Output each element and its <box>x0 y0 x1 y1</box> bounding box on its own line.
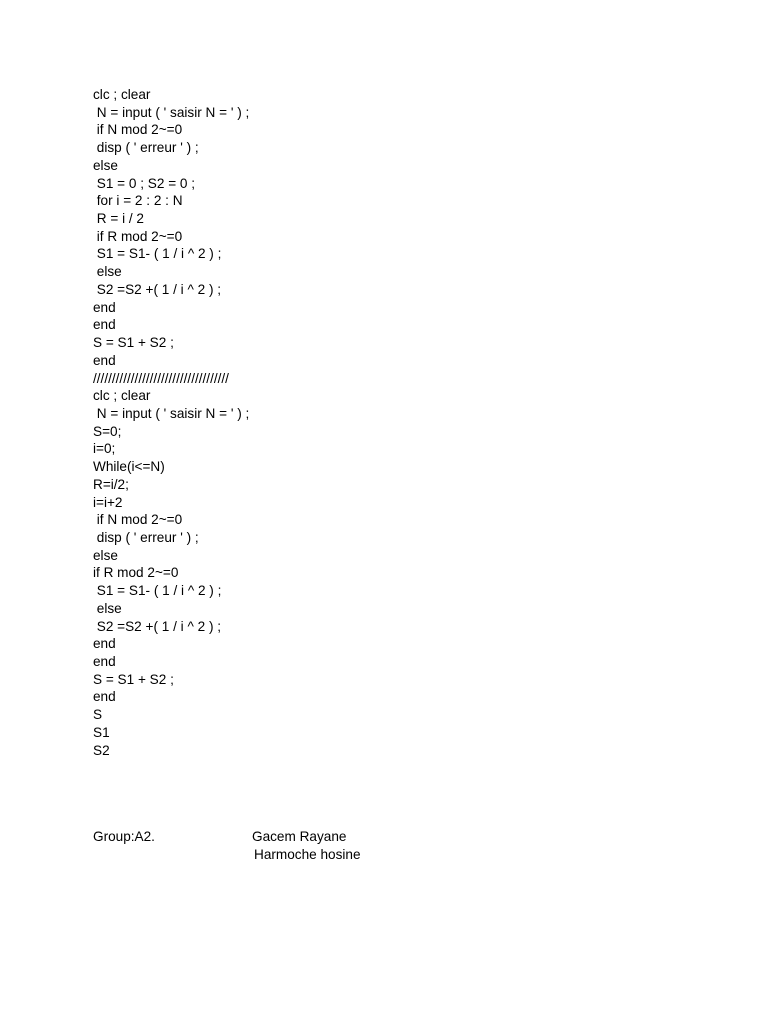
author-name: Harmoche hosine <box>254 847 361 862</box>
code-line: N = input ( ' saisir N = ' ) ; <box>93 104 250 120</box>
code-line: disp ( ' erreur ' ) ; <box>93 140 199 156</box>
code-line: else <box>93 264 122 280</box>
code-line: i=0; <box>93 441 116 457</box>
author-name: Gacem Rayane <box>252 829 347 844</box>
code-block <box>93 86 249 759</box>
code-line: S1 = S1- ( 1 / i ^ 2 ) ; <box>93 583 222 599</box>
code-line: R=i/2; <box>93 476 129 492</box>
code-line: S <box>93 707 103 723</box>
code-line: While(i<=N) <box>93 459 165 475</box>
code-line: i=i+2 <box>93 494 123 510</box>
code-line: else <box>93 157 118 173</box>
code-line: N = input ( ' saisir N = ' ) ; <box>93 405 250 421</box>
code-line: S1 = S1- ( 1 / i ^ 2 ) ; <box>93 246 222 262</box>
code-line: S2 <box>93 742 110 758</box>
code-line: S2 =S2 +( 1 / i ^ 2 ) ; <box>93 281 222 297</box>
code-line: S = S1 + S2 ; <box>93 335 174 351</box>
code-line: end <box>93 317 116 333</box>
code-line: S = S1 + S2 ; <box>93 671 174 687</box>
code-line: S1 = 0 ; S2 = 0 ; <box>93 175 196 191</box>
group-label: Group:A2. <box>93 829 155 844</box>
code-line: end <box>93 654 116 669</box>
code-line: if N mod 2~=0 <box>93 122 183 138</box>
code-line: end <box>93 636 116 652</box>
code-line: S=0; <box>93 423 122 439</box>
code-line: else <box>93 547 118 563</box>
code-line: //////////////////////////////////// <box>93 370 229 386</box>
code-line: disp ( ' erreur ' ) ; <box>93 529 199 545</box>
code-line: clc ; clear <box>93 87 151 102</box>
code-line: end <box>93 299 116 315</box>
code-line: if R mod 2~=0 <box>93 565 179 581</box>
code-line: R = i / 2 <box>93 211 144 227</box>
code-line: clc ; clear <box>93 388 151 404</box>
code-line: end <box>93 352 116 368</box>
code-line: if R mod 2~=0 <box>93 228 183 244</box>
code-line: for i = 2 : 2 : N <box>93 193 183 209</box>
code-line: if N mod 2~=0 <box>93 512 183 528</box>
code-line: S1 <box>93 724 110 740</box>
code-line: S2 =S2 +( 1 / i ^ 2 ) ; <box>93 618 222 634</box>
code-line: end <box>93 689 116 705</box>
code-line: else <box>93 600 122 616</box>
